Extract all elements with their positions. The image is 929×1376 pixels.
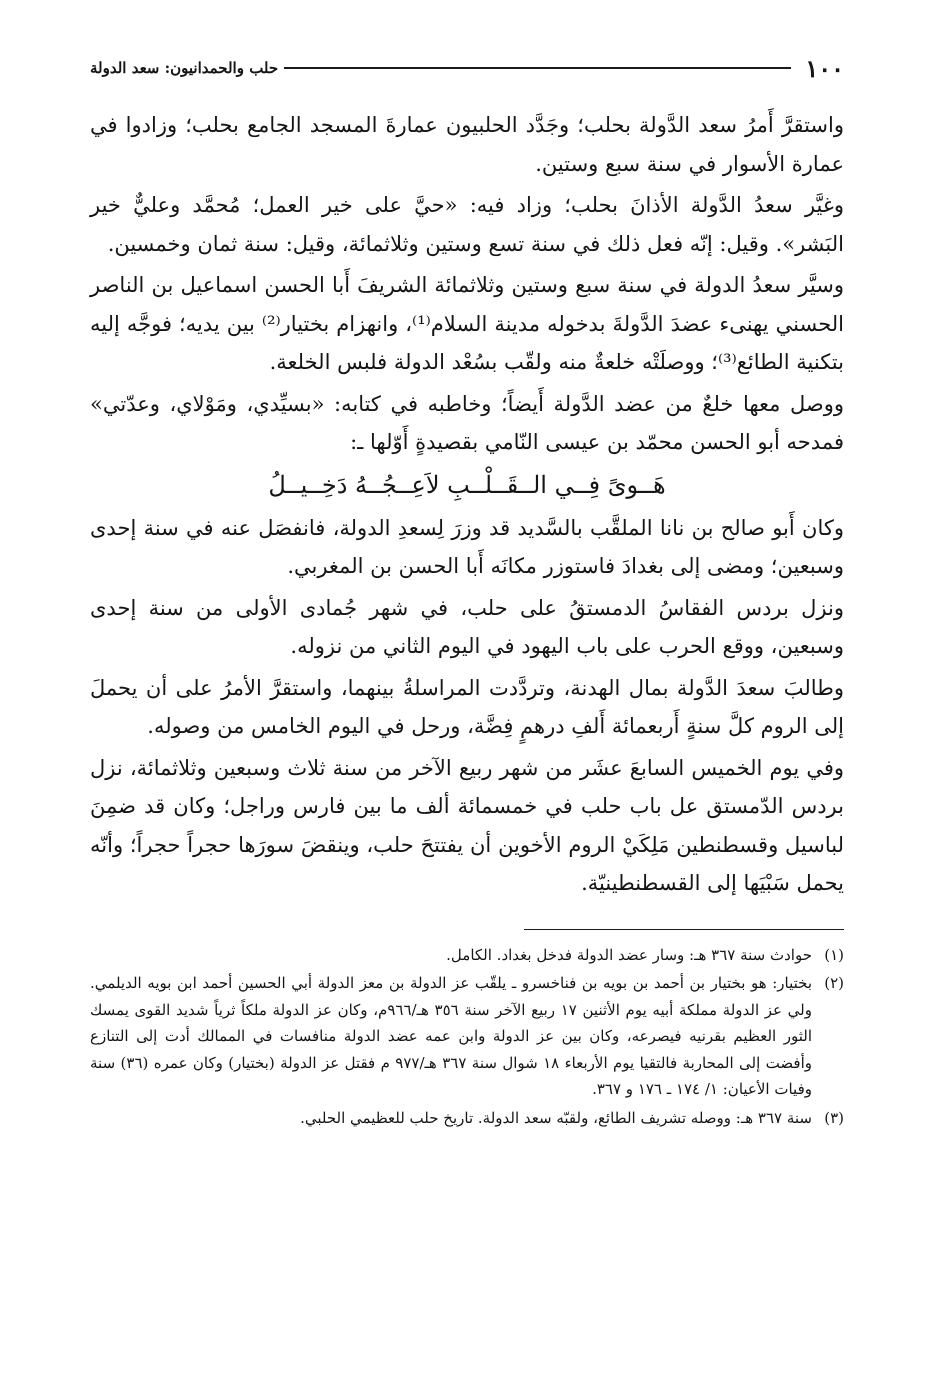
footnote: [90, 942, 844, 969]
paragraph: وطالبَ سعدَ الدَّولة بمال الهدنة، وتردَّدت المراسلةُ بينهما، واستقرَّ الأمرُ على أن يحملَ إلى الروم كلَّ سنةٍ أَربعمائة أَلفِ درهمٍ فِضَّة، ورحل في اليوم الخامس من وصوله.: [90, 675, 844, 738]
footnote-text: بختيار: هو بختيار بن أحمد بن بويه بن فناخسرو ـ يلقّب عز الدولة بن معز الدولة أبي الحسين أحمد ابن بويه الديلمي. ولي عز الدولة مملكة أبيه يوم الأثنين ١٧ ربيع الآخر سنة ٣٥٦ هـ/٩٦٦م، وكان عز الدولة ملكاً ثرياً شديد القوى يمسك الثور العظيم بقرنيه فيصرعه، وكان بين عز الدولة وابن عمه عضد الدولة منافسات في الممالك أدت إلى التنازع وأفضت إلى المحاربة فالتقيا يوم الأربعاء ١٨ شوال سنة ٣٦٧ هـ/٩٧٧ م فقتل عز الدولة (بختيار) وكان عمره (٣٦) سنة وفيات الأعيان: ١/ ١٧٤ ـ ١٧٦ و ٣٦٧.: [90, 974, 813, 1098]
footnote-number: (١): [824, 945, 844, 964]
paragraph: وسيَّر سعدُ الدولة في سنة سبع وستين وثلاثمائة الشريفَ أَبا الحسن اسماعيل بن الناصر الحسني يهنىء عضدَ الدَّولةَ بدخوله مدينة السلام⁽¹⁾، وانهزام بختيار⁽²⁾ بين يديه؛ فوجَّه إليه بتكنية الطائع⁽³⁾؛ ووصلَتْه خلعةٌ منه ولقّب بسُعْد الدولة فلبس الخلعة.: [90, 273, 844, 374]
footnote-number: (٢): [824, 974, 844, 992]
poem-verse: هَــوىً فِــي الــقَــلْــبِ لاَعِــجُــهُ دَخِــيــلُ: [268, 470, 666, 499]
header-rule: [284, 67, 791, 69]
running-title: حلب والحمدانيون: سعد الدولة: [90, 59, 279, 77]
footnote-separator: [524, 929, 844, 930]
main-text: [90, 106, 844, 903]
paragraph: ووصل معها خلعٌ من عضد الدَّولة أَيضاً؛ وخاطبه في كتابه: «بسيِّدي، ومَوْلاي، وعدّتي» فمدحه أبو الحسن محمّد بن عيسى النّامي بقصيدةٍ أَوّلها ـ:: [90, 391, 844, 454]
footnotes: [90, 942, 844, 1132]
footnote-text: سنة ٣٦٧ هـ: ووصله تشريف الطائع، ولقبّه سعد الدولة. تاريخ حلب للعظيمي الحلبي.: [300, 1108, 812, 1127]
footnote: [90, 970, 844, 1103]
footnote-number: (٣): [824, 1108, 844, 1127]
footnote: [90, 1105, 844, 1132]
paragraph: وغيَّر سعدُ الدَّولة الأذانَ بحلب؛ وزاد فيه: «حيَّ على خير العمل؛ مُحمَّد وعليٌّ خير البَشر». وقيل: إنّه فعل ذلك في سنة تسع وستين وثلاثمائة، وقيل: سنة ثمان وخمسين.: [90, 193, 844, 256]
book-page: [90, 48, 844, 1133]
paragraph: وفي يوم الخميس السابعَ عشَر من شهر ربيع الآخر من سنة ثلاث وسبعين وثلاثمائة، نزل بردس الدّمستق عل باب حلب في خمسمائة ألف ما بين فارس وراجل؛ وكان قد ضمِنَ لباسيل وقسطنطين مَلِكَيْ الروم الأخوين أن يفتتحَ حلب، وينقضَ سورَها حجراً حجراً؛ وأنّه يحمل سَبْيَها إلى القسطنطينيّة.: [90, 755, 844, 895]
page-number: ١٠٠: [805, 53, 844, 83]
paragraph: ونزل بردس الفقاسُ الدمستقُ على حلب، في شهر جُمادى الأولى من سنة إحدى وسبعين، ووقع الحرب على باب اليهود في اليوم الثاني من نزوله.: [90, 595, 844, 658]
paragraph: واستقرَّ أَمرُ سعد الدَّولة بحلب؛ وجَدَّد الحلبيون عمارةَ المسجد الجامع بحلب؛ وزادوا في عمارة الأسوار في سنة سبع وستين.: [90, 113, 844, 176]
footnote-text: حوادث سنة ٣٦٧ هـ: وسار عضد الدولة فدخل بغداد. الكامل.: [446, 945, 812, 964]
page-header: [90, 48, 844, 88]
paragraph: وكان أَبو صالح بن نانا الملقَّب بالسَّديد قد وزرَ لِسعدِ الدولة، فانفصَل عنه في سنة إحدى وسبعين؛ ومضى إلى بغدادَ فاستوزر مكانَه أَبا الحسن بن المغربي.: [90, 515, 844, 578]
